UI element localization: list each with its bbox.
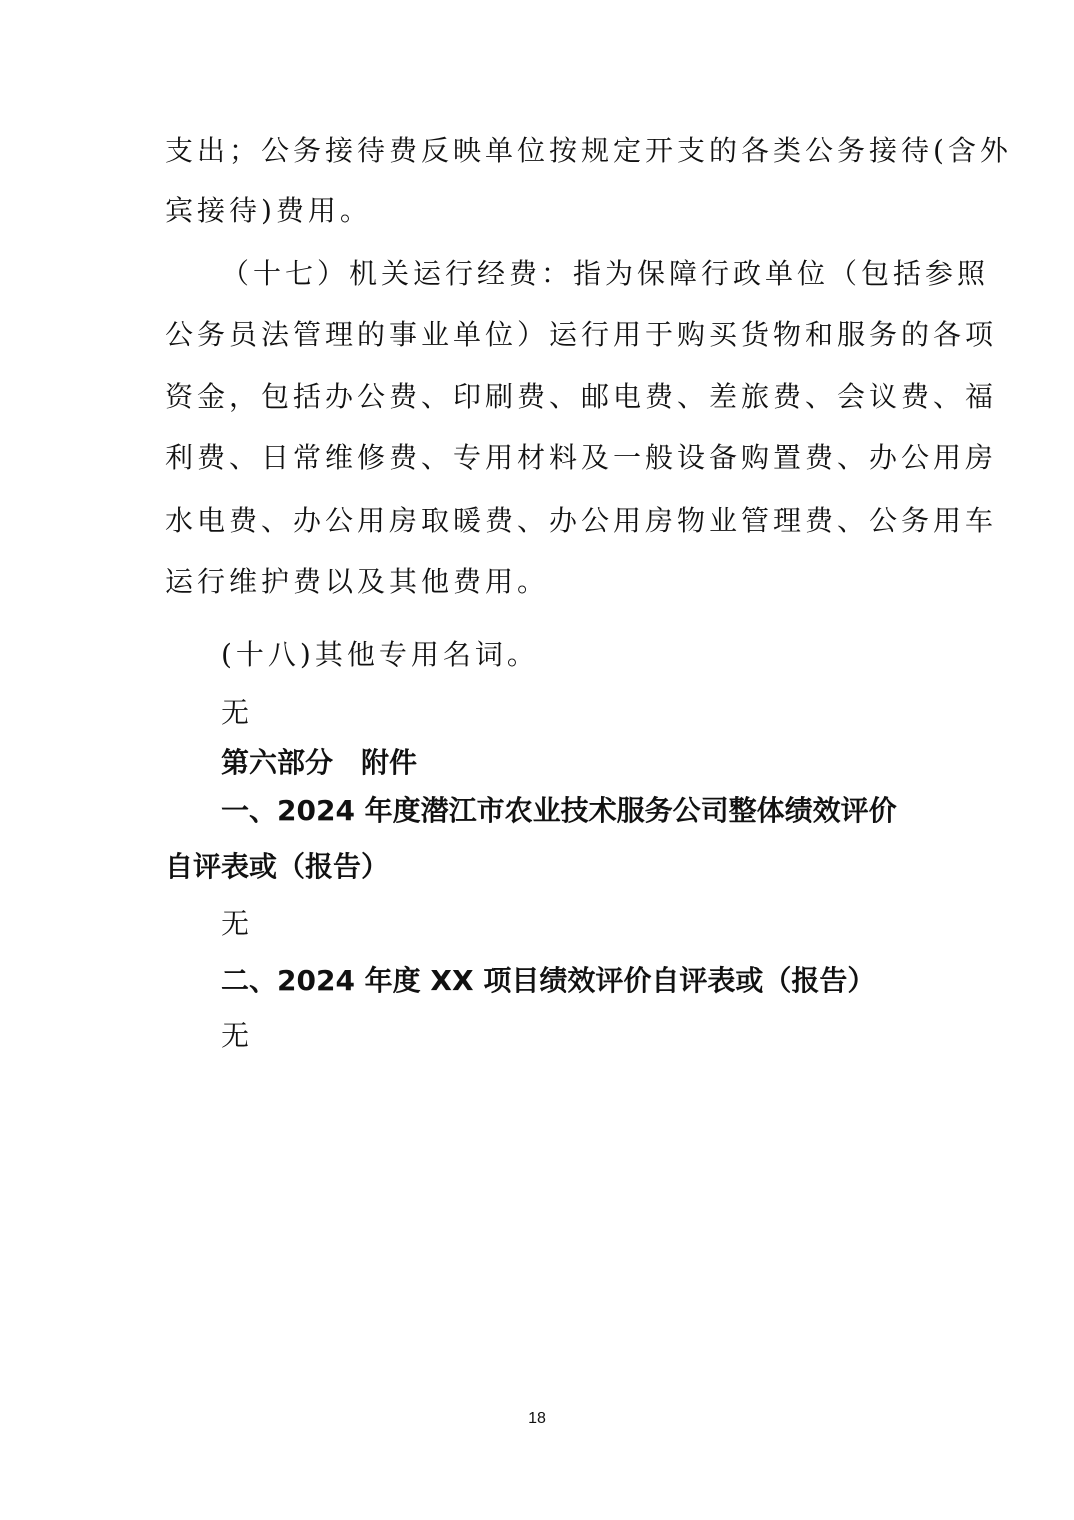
section-heading: 第六部分 附件 (221, 746, 418, 779)
paragraph-line: 宾接待)费用。 (165, 194, 372, 227)
paragraph-line: （十七）机关运行经费：指为保障行政单位（包括参照 (221, 257, 990, 290)
attachment-2-value: 无 (221, 1019, 250, 1052)
paragraph-line: 支出；公务接待费反映单位按规定开支的各类公务接待(含外 (165, 134, 1012, 167)
paragraph-line: 公务员法管理的事业单位）运行用于购买货物和服务的各项 (165, 318, 998, 351)
attachment-1-title: 一、2024 年度潜江市农业技术服务公司整体绩效评价 (221, 794, 897, 827)
attachment-2-title: 二、2024 年度 XX 项目绩效评价自评表或（报告） (221, 964, 876, 997)
paragraph-line: 运行维护费以及其他费用。 (165, 565, 550, 598)
paragraph-line: 资金，包括办公费、印刷费、邮电费、差旅费、会议费、福 (165, 380, 998, 413)
paragraph-line: 利费、日常维修费、专用材料及一般设备购置费、办公用房 (165, 441, 998, 474)
paragraph-line: 水电费、办公用房取暖费、办公用房物业管理费、公务用车 (165, 504, 998, 537)
attachment-1-value: 无 (221, 907, 250, 940)
attachment-1-title-continued: 自评表或（报告） (165, 850, 390, 883)
item-18-heading: (十八)其他专用名词。 (221, 638, 539, 671)
page-number: 18 (528, 1410, 546, 1427)
item-18-value: 无 (221, 696, 250, 729)
